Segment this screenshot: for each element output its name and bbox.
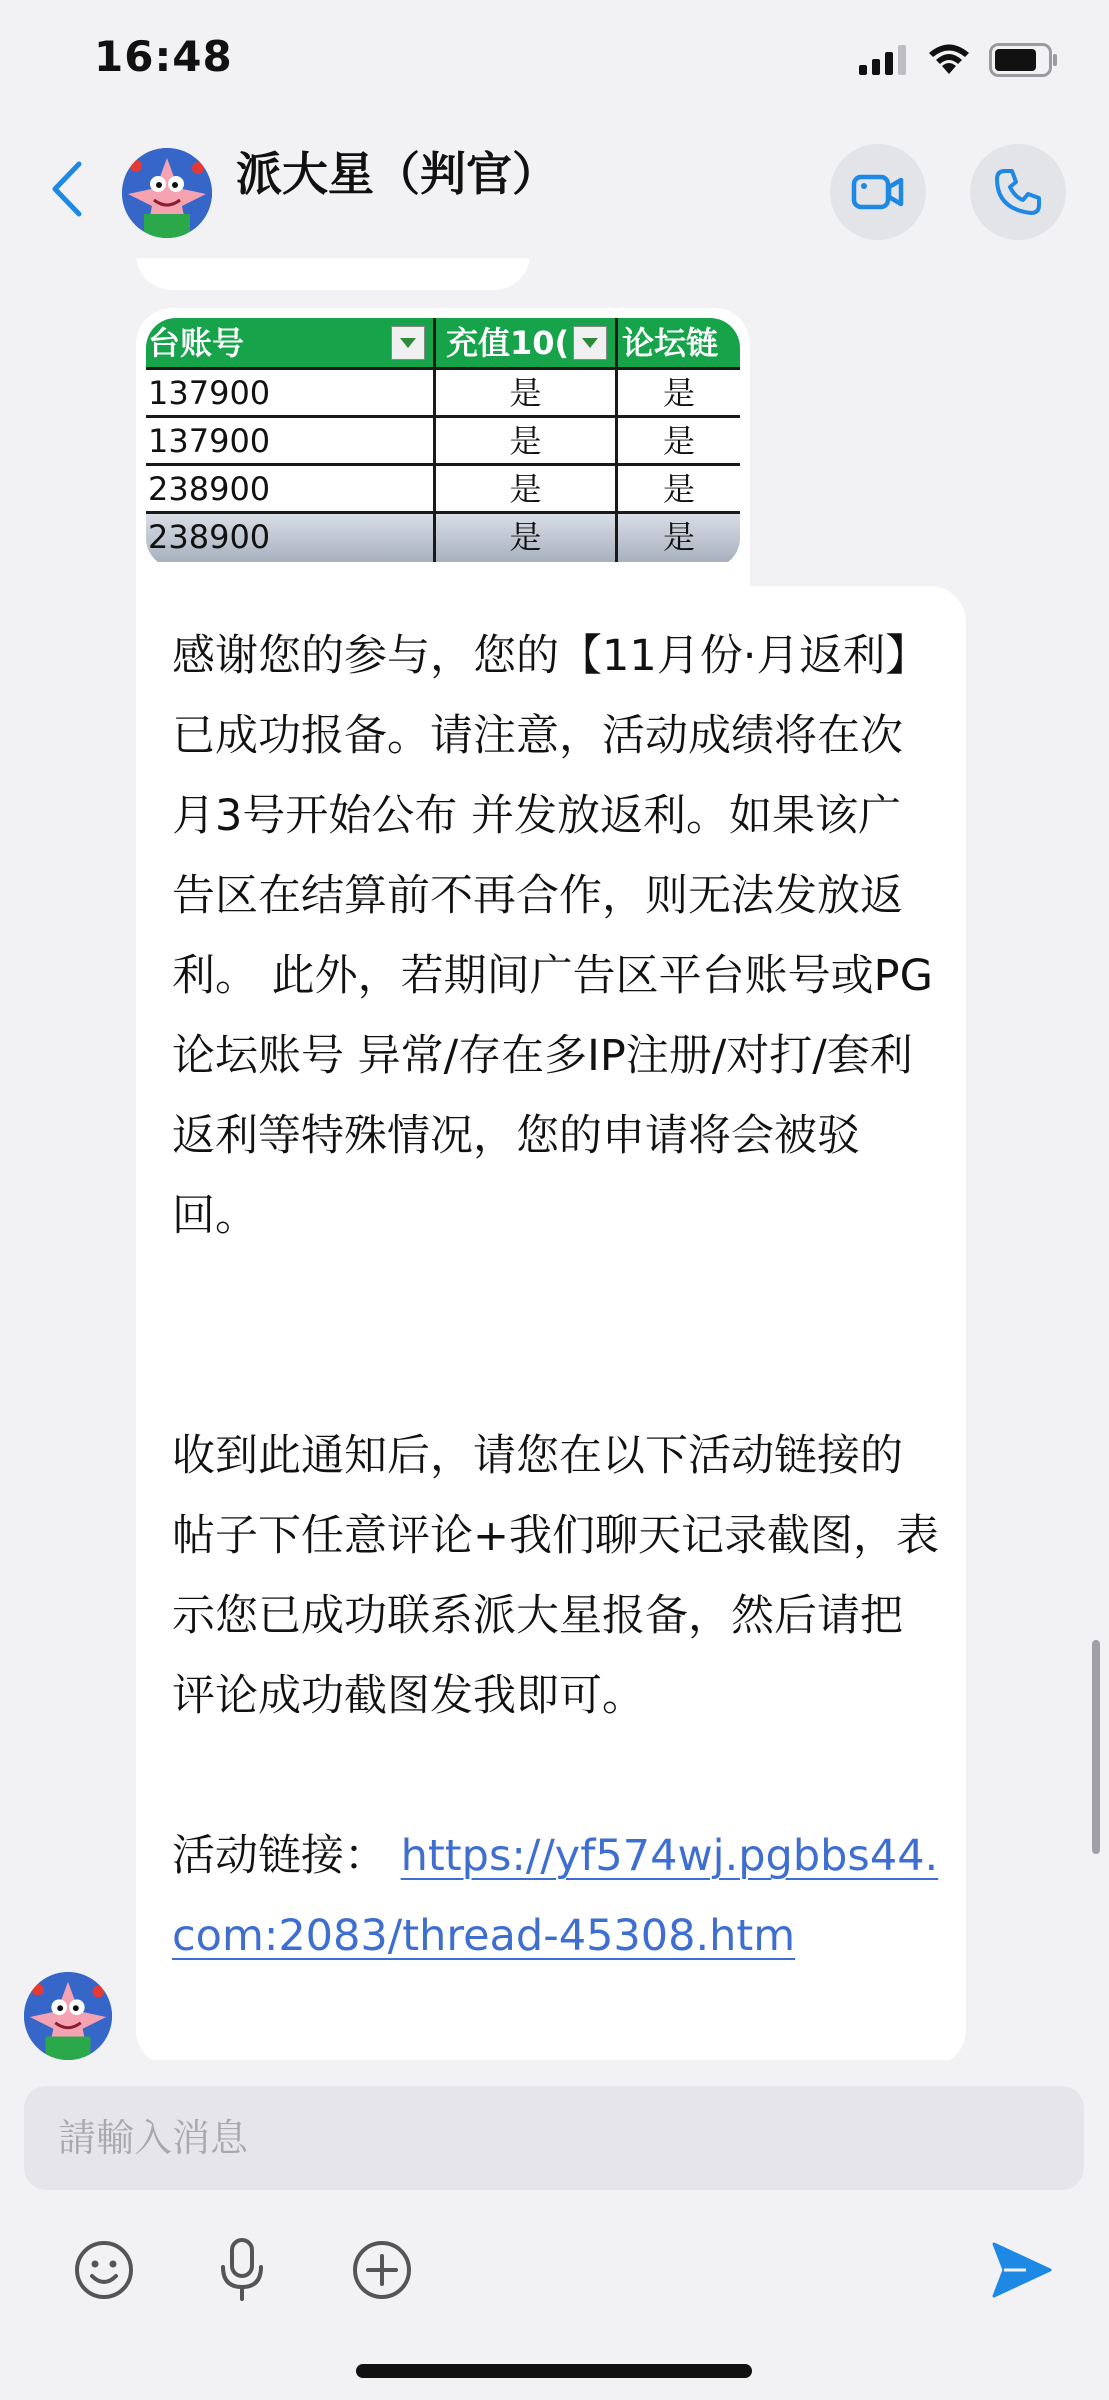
spreadsheet-cell: 是: [618, 514, 740, 562]
spreadsheet-cell: 137900: [146, 370, 436, 418]
activity-link-line: [172, 1816, 942, 1976]
spreadsheet-header-row: [146, 318, 740, 370]
spreadsheet-cell: 是: [618, 466, 740, 514]
home-indicator: [356, 2364, 752, 2378]
phone-icon: [993, 167, 1043, 217]
input-bar: [0, 2060, 1109, 2400]
video-camera-icon: [851, 172, 905, 212]
spreadsheet-header-cell: 台账号: [148, 324, 245, 362]
spreadsheet-cell: 是: [436, 466, 618, 514]
spreadsheet-row: [146, 466, 740, 514]
plus-circle-icon: [351, 2239, 413, 2301]
spreadsheet-cell: 137900: [146, 418, 436, 466]
contact-name: 派大星（判官）: [236, 147, 558, 201]
filter-dropdown-icon: [573, 326, 607, 360]
signal-icon: [859, 45, 909, 75]
spreadsheet-header-cell: 充值10(: [446, 324, 570, 362]
back-button[interactable]: [36, 154, 96, 224]
spreadsheet-cell: 是: [618, 370, 740, 418]
scroll-indicator[interactable]: [1092, 1640, 1100, 1854]
spreadsheet-cell: 是: [436, 418, 618, 466]
spreadsheet-cell: 是: [436, 514, 618, 562]
sender-avatar[interactable]: [24, 1972, 112, 2060]
spreadsheet-row: [146, 418, 740, 466]
status-bar: [0, 0, 1109, 120]
spreadsheet-cell: 238900: [146, 514, 436, 562]
send-icon: [990, 2240, 1054, 2300]
spreadsheet-header-cell: 论坛链: [622, 324, 719, 362]
link-label: 活动链接：: [172, 1831, 387, 1881]
video-call-button[interactable]: [830, 144, 926, 240]
send-button[interactable]: [982, 2230, 1062, 2310]
message-text: [172, 616, 942, 1976]
text-message-bubble[interactable]: [136, 586, 966, 2060]
patrick-avatar-icon: [24, 1972, 112, 2060]
message-input[interactable]: [24, 2086, 1084, 2190]
patrick-avatar-icon: [122, 148, 212, 238]
filter-dropdown-icon: [391, 326, 425, 360]
battery-icon: [989, 43, 1059, 77]
back-chevron-icon: [49, 160, 83, 218]
voice-call-button[interactable]: [970, 144, 1066, 240]
more-options-button[interactable]: [344, 2232, 420, 2308]
voice-input-button[interactable]: [204, 2232, 280, 2308]
activity-link[interactable]: https://yf574wj.pgbbs44.com:2083/thread-45308.htm: [172, 1831, 939, 1961]
emoji-button[interactable]: [66, 2232, 142, 2308]
spreadsheet-cell: 是: [436, 370, 618, 418]
spreadsheet-row: [146, 370, 740, 418]
spreadsheet-screenshot: [146, 318, 740, 568]
emoji-icon: [73, 2239, 135, 2301]
spreadsheet-row: [146, 514, 740, 562]
spreadsheet-cell: 238900: [146, 466, 436, 514]
status-time: 16:48: [94, 32, 233, 81]
message-paragraph: 感谢您的参与，您的【11月份·月返利】已成功报备。请注意，活动成绩将在次月3号开始公布 并发放返利。如果该广告区在结算前不再合作，则无法发放返利。 此外，若期间广告区平台账号或PG论坛账号 异常/存在多IP注册/对打/套利返利等特殊情况，您的申请将会被驳回。: [172, 631, 933, 1241]
spreadsheet-cell: 是: [618, 418, 740, 466]
chat-area[interactable]: [0, 258, 1109, 2060]
contact-avatar[interactable]: [122, 148, 212, 238]
microphone-icon: [217, 2237, 267, 2303]
wifi-icon: [927, 44, 971, 76]
previous-message-bubble: [136, 258, 530, 290]
chat-header: [0, 120, 1109, 258]
message-paragraph: 收到此通知后，请您在以下活动链接的帖子下任意评论+我们聊天记录截图，表示您已成功联系派大星报备，然后请把评论成功截图发我即可。: [172, 1431, 940, 1721]
status-icons: [859, 40, 1059, 80]
